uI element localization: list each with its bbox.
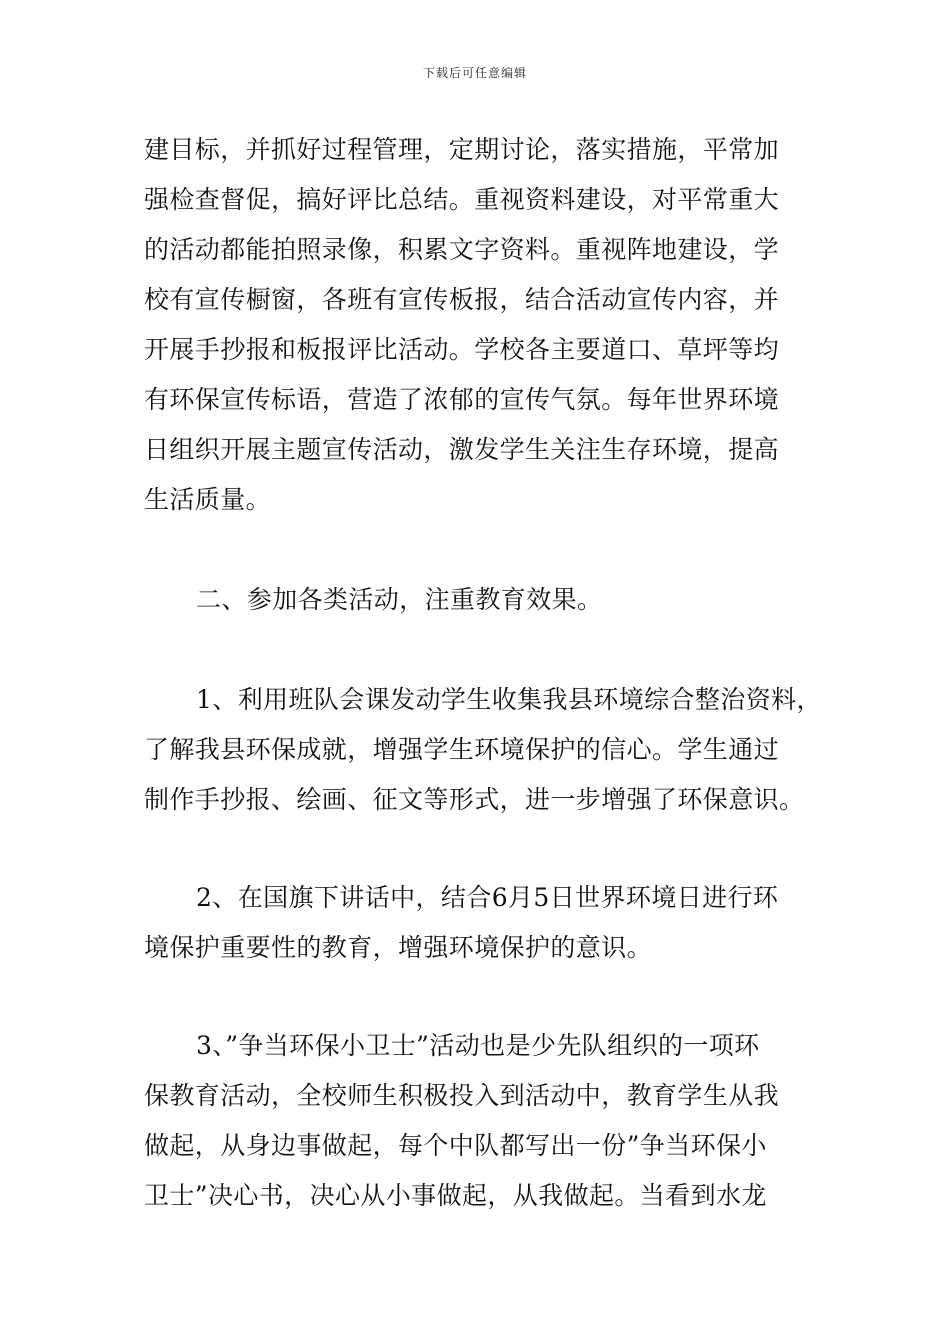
text-line: 做起，从身边事做起，每个中队都写出一份”争当环保小 (144, 1131, 767, 1160)
text-line: 保教育活动，全校师生积极投入到活动中，教育学生从我 (144, 1081, 780, 1110)
text-line: 了解我县环保成就，增强学生环境保护的信心。学生通过 (144, 735, 780, 764)
text-line: 校有宣传橱窗，各班有宣传板报，结合活动宣传内容，并 (144, 285, 780, 314)
text-line: 境保护重要性的教育，增强环境保护的意识。 (144, 933, 653, 962)
text-line: 有环保宣传标语，营造了浓郁的宣传气氛。每年世界环境 (144, 385, 780, 414)
text-line: 生活质量。 (144, 485, 272, 514)
text-line: 建目标，并抓好过程管理，定期讨论，落实措施，平常加 (144, 135, 780, 164)
text-line: 强检查督促，搞好评比总结。重视资料建设，对平常重大 (144, 185, 780, 214)
text-line: 日组织开展主题宣传活动，激发学生关注生存环境，提高 (144, 435, 780, 464)
text-line: 制作手抄报、绘画、征文等形式，进一步增强了环保意识。 (144, 785, 805, 814)
text-line: 3、”争当环保小卫士”活动也是少先队组织的一项环 (196, 1031, 760, 1060)
page-header: 下载后可任意编辑 (422, 66, 527, 80)
text-line: 的活动都能拍照录像，积累文字资料。重视阵地建设，学 (144, 235, 780, 264)
text-line: 2、在国旗下讲话中，结合6月5日世界环境日进行环 (196, 883, 779, 912)
text-line: 开展手抄报和板报评比活动。学校各主要道口、草坪等均 (144, 335, 780, 364)
section-heading: 二、参加各类活动，注重教育效果。 (196, 585, 603, 614)
text-line: 1、利用班队会课发动学生收集我县环境综合整治资料， (196, 685, 822, 714)
text-line: 卫士”决心书，决心从小事做起，从我做起。当看到水龙 (144, 1181, 767, 1210)
